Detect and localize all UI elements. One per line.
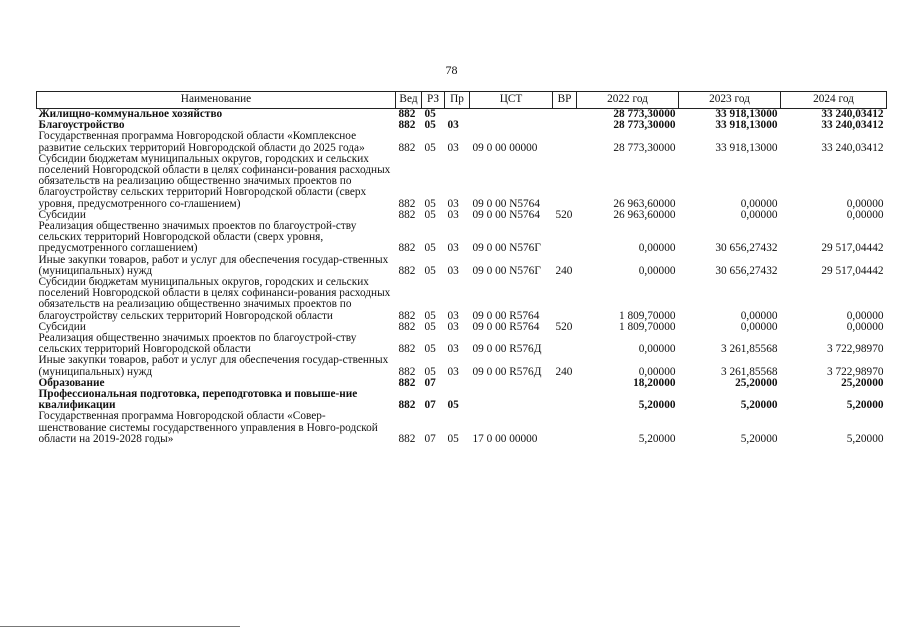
row-ved: 882	[398, 432, 416, 445]
table-body	[37, 109, 887, 446]
row-2024: 0,00000	[846, 309, 884, 322]
row-vr	[553, 131, 577, 153]
row-2023: 33 918,13000	[715, 119, 778, 132]
row-rz: 07	[424, 432, 436, 445]
row-vr	[553, 389, 577, 411]
row-rz: 05	[424, 108, 436, 120]
row-name: Благоустройство	[38, 119, 125, 132]
row-name: Профессиональная подготовка, переподготовка и повыше-ние квалификации	[38, 388, 358, 412]
row-name: Реализация общественно значимых проектов по благоустрой-ству сельских территорий Новгородской области	[38, 332, 357, 356]
header-2022: 2022 год	[577, 92, 679, 109]
table-row	[37, 389, 887, 411]
row-2022: 0,00000	[638, 264, 676, 277]
row-2024: 33 240,03412	[821, 119, 884, 132]
table-row	[37, 333, 887, 355]
row-ved: 882	[398, 242, 416, 255]
row-pr: 03	[447, 365, 459, 378]
row-2022: 0,00000	[638, 343, 676, 356]
row-ved: 882	[398, 197, 416, 210]
row-ved: 882	[398, 309, 416, 322]
row-2024: 5,20000	[846, 399, 884, 412]
row-ved: 882	[398, 365, 416, 378]
table-header	[37, 92, 887, 109]
footer-divider	[0, 626, 240, 627]
table-row	[37, 411, 887, 445]
row-pr: 05	[447, 399, 459, 412]
row-2022: 5,20000	[638, 432, 676, 445]
row-2022: 0,00000	[638, 242, 676, 255]
header-2024: 2024 год	[781, 92, 887, 109]
row-name: Иные закупки товаров, работ и услуг для обеспечения государ-ственных (муниципальных) нужд	[38, 354, 389, 378]
row-vr	[553, 333, 577, 355]
row-ved: 882	[398, 119, 416, 132]
row-2023: 33 918,13000	[715, 108, 778, 120]
row-vr: 520	[555, 208, 573, 221]
row-vr	[553, 120, 577, 131]
table-row	[37, 355, 887, 377]
row-2022: 28 773,30000	[613, 108, 676, 120]
row-cst	[470, 378, 553, 389]
row-rz: 05	[424, 264, 436, 277]
row-ved: 882	[398, 343, 416, 356]
row-cst: 09 0 00 N5764	[472, 208, 540, 221]
row-rz: 05	[424, 197, 436, 210]
row-2023: 5,20000	[740, 399, 778, 412]
row-pr: 03	[447, 320, 459, 333]
row-cst: 09 0 00 00000	[472, 141, 538, 154]
table-row	[37, 131, 887, 153]
row-pr: 03	[447, 242, 459, 255]
row-2024: 3 722,98970	[827, 343, 884, 356]
row-rz: 07	[424, 376, 436, 389]
row-2023: 30 656,27432	[715, 242, 778, 255]
row-2024: 29 517,04442	[821, 242, 884, 255]
header-name: Наименование	[37, 92, 396, 109]
row-rz: 05	[424, 119, 436, 132]
row-name: Реализация общественно значимых проектов по благоустрой-ству сельских территорий Новгородской области (сверх уровня, предусмотренного соглашением)	[38, 220, 357, 255]
row-2023: 0,00000	[740, 309, 778, 322]
row-cst: 09 0 00 R5764	[472, 320, 540, 333]
row-rz: 05	[424, 343, 436, 356]
row-pr	[445, 378, 470, 389]
row-2023: 5,20000	[740, 432, 778, 445]
row-name: Субсидии	[38, 320, 86, 333]
row-vr	[553, 109, 577, 121]
row-rz: 05	[424, 208, 436, 221]
row-2023: 25,20000	[735, 376, 778, 389]
row-rz: 05	[424, 320, 436, 333]
row-2022: 28 773,30000	[613, 141, 676, 154]
row-2022: 26 963,60000	[613, 208, 676, 221]
row-cst: 09 0 00 R5764	[472, 309, 540, 322]
header-2023: 2023 год	[679, 92, 781, 109]
header-rz: РЗ	[422, 92, 445, 109]
row-ved: 882	[398, 208, 416, 221]
row-2022: 26 963,60000	[613, 197, 676, 210]
row-vr	[553, 277, 577, 322]
row-2023: 3 261,85568	[721, 365, 778, 378]
row-rz: 07	[424, 399, 436, 412]
row-vr: 520	[555, 320, 573, 333]
table-row	[37, 277, 887, 322]
row-name: Иные закупки товаров, работ и услуг для обеспечения государ-ственных (муниципальных) нужд	[38, 253, 389, 277]
table-row	[37, 154, 887, 210]
row-ved: 882	[398, 320, 416, 333]
row-2024: 33 240,03412	[821, 141, 884, 154]
row-name: Субсидии	[38, 208, 86, 221]
row-ved: 882	[398, 141, 416, 154]
row-cst	[470, 120, 553, 131]
row-2024: 0,00000	[846, 197, 884, 210]
row-2024: 29 517,04442	[821, 264, 884, 277]
row-2023: 0,00000	[740, 197, 778, 210]
table-row	[37, 221, 887, 255]
row-rz: 05	[424, 141, 436, 154]
row-2022: 5,20000	[638, 399, 676, 412]
row-2024: 33 240,03412	[821, 108, 884, 120]
row-name: Государственная программа Новгородской области «Совер-шенствование системы государственного управления в Новго-родской области на 2019-2028 годы»	[38, 410, 378, 445]
row-2022: 1 809,70000	[619, 320, 676, 333]
row-cst: 09 0 00 N576Г	[472, 264, 541, 277]
row-2023: 3 261,85568	[721, 343, 778, 356]
row-2023: 0,00000	[740, 208, 778, 221]
row-cst: 09 0 00 R576Д	[472, 365, 542, 378]
row-name: Субсидии бюджетам муниципальных округов, городских и сельских поселений Новгородской области в целях софинанси-рования расходных обязательств на реализацию общественно значимых проектов по благоустройству сельских территорий Новгородской области	[38, 276, 391, 322]
budget-table	[36, 91, 887, 445]
row-cst	[470, 109, 553, 121]
table-row	[37, 255, 887, 277]
row-cst: 17 0 00 00000	[472, 432, 538, 445]
row-name: Жилищно-коммунальное хозяйство	[38, 108, 223, 120]
row-cst: 09 0 00 N5764	[472, 197, 540, 210]
row-rz: 05	[424, 365, 436, 378]
row-ved: 882	[398, 376, 416, 389]
page-number: 78	[445, 63, 458, 77]
row-2024: 0,00000	[846, 208, 884, 221]
header-cst: ЦСТ	[470, 92, 553, 109]
row-ved: 882	[398, 264, 416, 277]
row-name: Образование	[38, 376, 105, 389]
row-2022: 1 809,70000	[619, 309, 676, 322]
row-pr: 03	[447, 208, 459, 221]
row-2022: 28 773,30000	[613, 119, 676, 132]
row-ved: 882	[398, 399, 416, 412]
row-rz: 05	[424, 309, 436, 322]
row-pr: 03	[447, 197, 459, 210]
row-vr: 240	[555, 264, 573, 277]
row-pr: 03	[447, 264, 459, 277]
row-cst	[470, 389, 553, 411]
row-ved: 882	[398, 108, 416, 120]
row-pr: 03	[447, 119, 459, 132]
row-pr: 03	[447, 343, 459, 356]
row-2024: 5,20000	[846, 432, 884, 445]
row-name: Государственная программа Новгородской области «Комплексное развитие сельских территорий Новгородской области до 2025 года»	[38, 130, 365, 154]
header-vr: ВР	[553, 92, 577, 109]
row-pr: 05	[447, 432, 459, 445]
row-name: Субсидии бюджетам муниципальных округов, городских и сельских поселений Новгородской области в целях софинанси-рования расходных обязательств на реализацию общественно значимых проектов по благоустройству сельских территорий Новгородской области (сверх уровня, предусмотренного со-глашением)	[38, 152, 391, 210]
row-2024: 25,20000	[841, 376, 884, 389]
row-vr	[553, 411, 577, 445]
row-pr: 03	[447, 309, 459, 322]
header-ved: Вед	[396, 92, 422, 109]
row-vr: 240	[555, 365, 573, 378]
row-2023: 33 918,13000	[715, 141, 778, 154]
header-pr: Пр	[445, 92, 470, 109]
row-2023: 0,00000	[740, 320, 778, 333]
row-pr: 03	[447, 141, 459, 154]
row-2022: 0,00000	[638, 365, 676, 378]
row-2024: 0,00000	[846, 320, 884, 333]
row-cst: 09 0 00 N576Г	[472, 242, 541, 255]
row-cst: 09 0 00 R576Д	[472, 343, 542, 356]
row-vr	[553, 221, 577, 255]
row-vr	[553, 378, 577, 389]
row-2023: 30 656,27432	[715, 264, 778, 277]
row-2022: 18,20000	[633, 376, 676, 389]
row-2024: 3 722,98970	[827, 365, 884, 378]
row-vr	[553, 154, 577, 210]
row-rz: 05	[424, 242, 436, 255]
